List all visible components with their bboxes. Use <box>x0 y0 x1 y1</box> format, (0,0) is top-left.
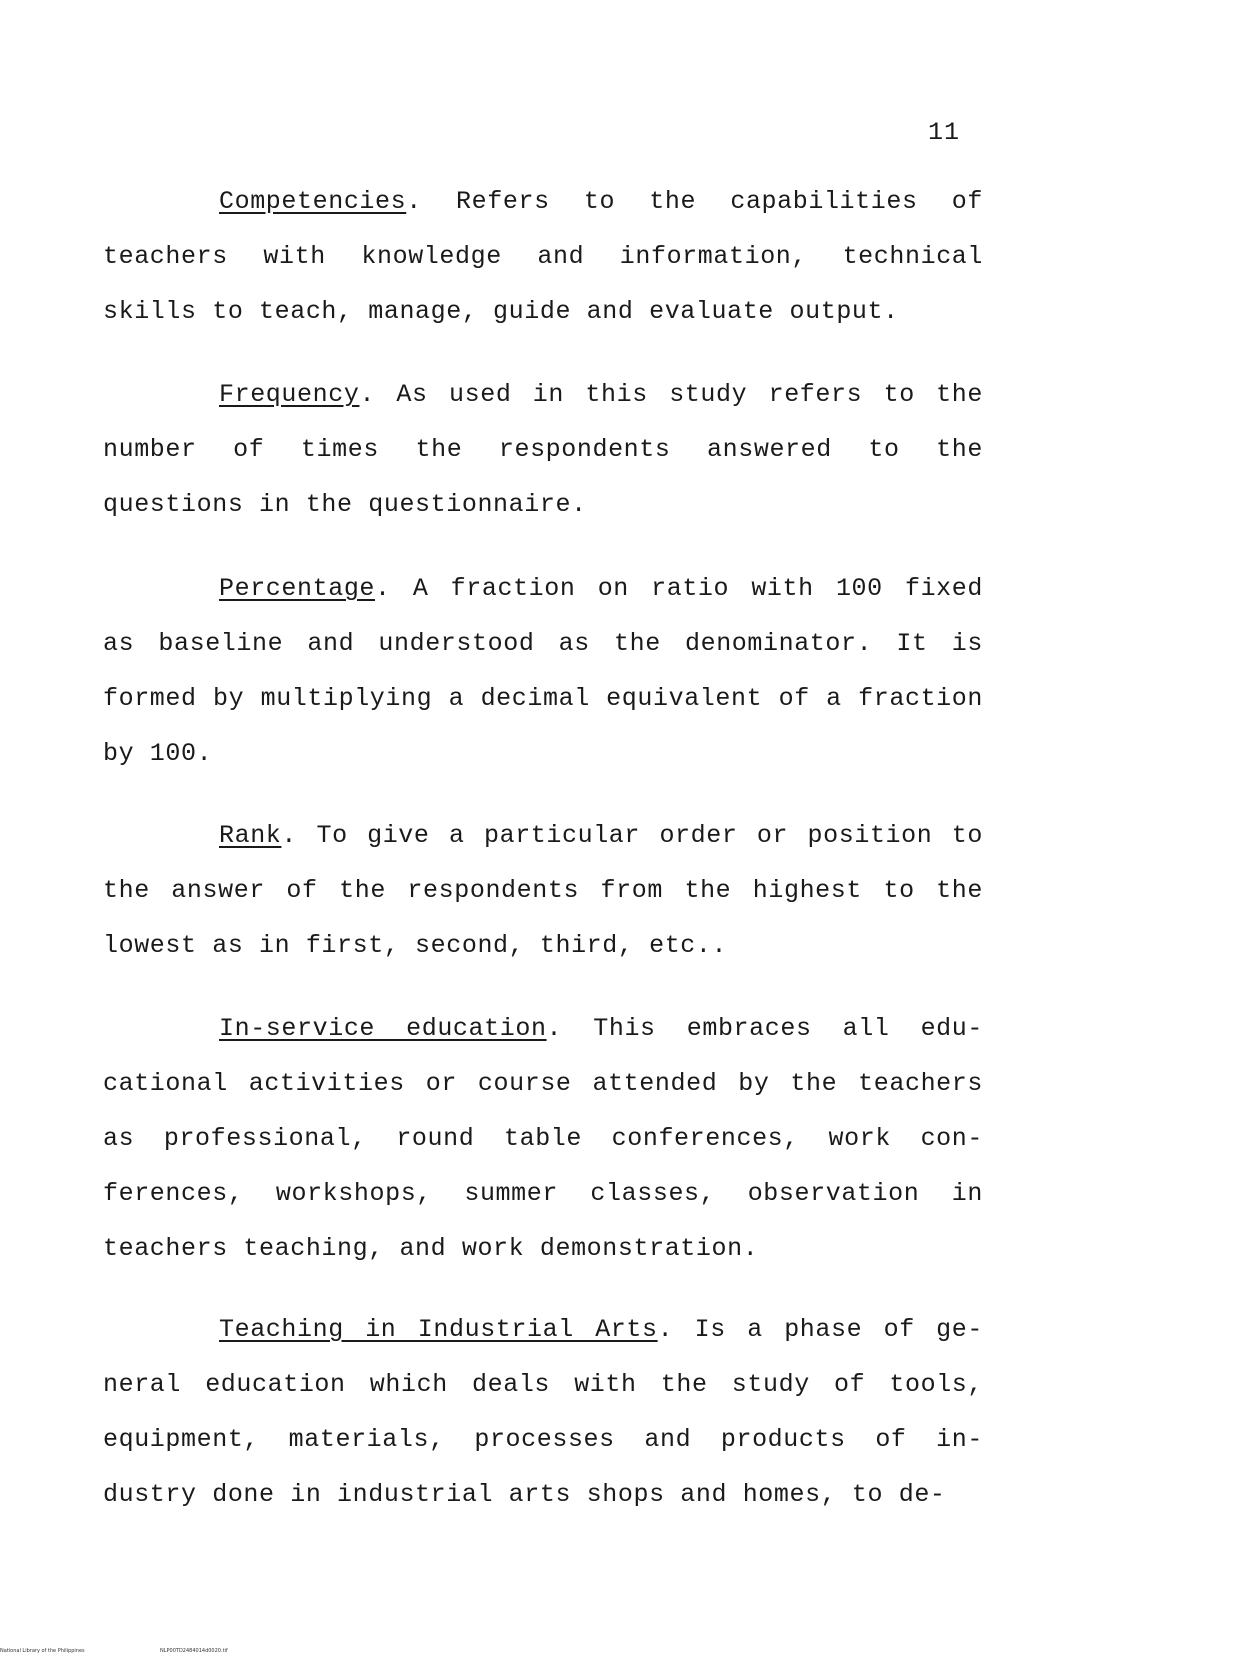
definition-text: . This embraces all edu-cational activities or course attended by the teachers as professional, round table conferences, work con-ferences, workshops, summer classes, observation in teachers teaching, and work demonstration. <box>103 1014 983 1263</box>
footer-document-id: NLP00TD2484014d0020.tif <box>160 1648 228 1654</box>
term-percentage: Percentage <box>219 574 376 603</box>
definition-teaching-in-industrial-arts <box>103 1302 983 1522</box>
term-in-service-education: In-service education <box>219 1014 547 1043</box>
term-competencies: Competencies <box>219 187 407 216</box>
definition-text: . Refers to the capabilities of teachers with knowledge and information, technical skills to teach, manage, guide and evaluate output. <box>103 187 983 326</box>
term-frequency: Frequency <box>219 380 360 409</box>
term-rank: Rank <box>219 821 282 850</box>
page-number: 11 <box>928 118 961 147</box>
term-teaching-in-industrial-arts: Teaching in Industrial Arts <box>219 1315 658 1344</box>
definition-text: . Is a phase of ge-neral education which deals with the study of tools, equipment, materials, processes and products of in-dustry done in industrial arts shops and homes, to de- <box>103 1315 983 1509</box>
footer-library-credit: National Library of the Philippines <box>0 1648 85 1654</box>
definition-competencies <box>103 174 983 339</box>
definition-text: . As used in this study refers to the number of times the respondents answered to the questions in the questionnaire. <box>103 380 983 519</box>
definition-text: . To give a particular order or position to the answer of the respondents from the highest to the lowest as in first, second, third, etc.. <box>103 821 983 960</box>
definition-in-service-education <box>103 1001 983 1276</box>
definition-frequency <box>103 367 983 532</box>
definition-rank <box>103 808 983 973</box>
definition-text: . A fraction on ratio with 100 fixed as baseline and understood as the denominator. It is formed by multiplying a decimal equivalent of a fraction by 100. <box>103 574 983 768</box>
definition-percentage <box>103 561 983 781</box>
